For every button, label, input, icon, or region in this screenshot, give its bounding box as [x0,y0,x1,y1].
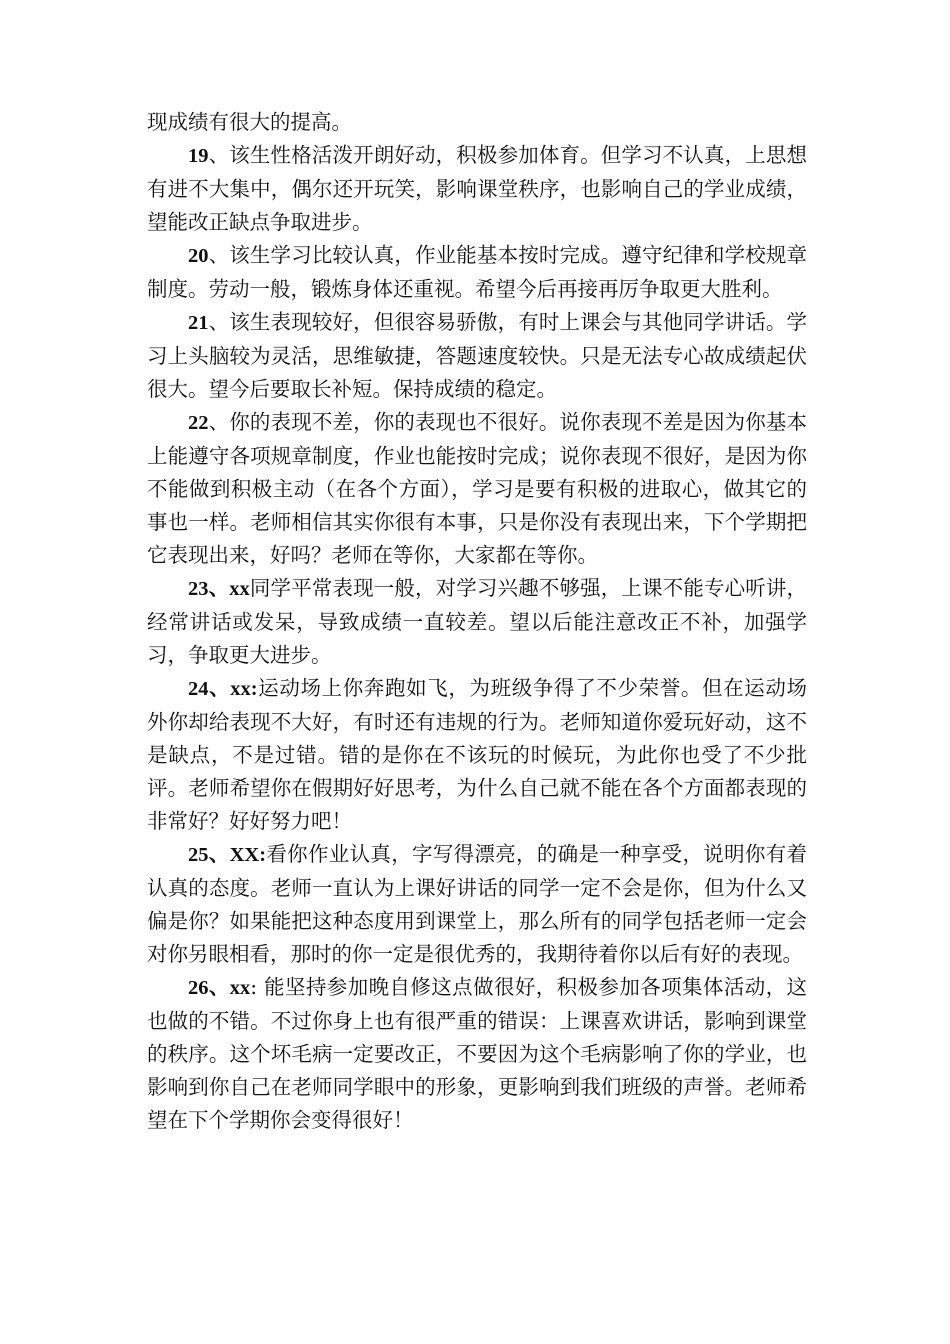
comment-text: : 能坚持参加晚自修这点做很好，积极参加各项集体活动，这也做的不错。不过你身上也有很严重的错误：上课喜欢讲话，影响到课堂的秩序。这个坏毛病一定要改正，不要因为这个毛病影响了你的学业，也影响到你自己在老师同学眼中的形象，更影响到我们班级的声誉。老师希望在下个学期你会变得很好！ [147,975,808,1132]
comment-number: 22 [188,412,209,434]
comment-number: 23、xx [188,578,250,600]
comment-22 [147,406,807,572]
comment-number: 21 [188,312,209,334]
comment-text: 运动场上你奔跑如飞，为班级争得了不少荣誉。但在运动场外你却给表现不大好，有时还有违规的行为。老师知道你爱玩好动，这不是缺点，不是过错。错的是你在不该玩的时候玩，为此你也受了不少批评。老师希望你在假期好好思考，为什么自己就不能在各个方面都表现的非常好？好好努力吧！ [147,676,808,833]
comment-number: 25、XX: [188,844,267,866]
comment-26 [147,971,807,1137]
comment-number: 24、xx: [188,678,258,700]
comment-25 [147,838,807,971]
comment-24 [147,672,807,838]
comment-number: 20 [188,245,209,267]
comment-23 [147,572,807,672]
comment-text: 、该生性格活泼开朗好动，积极参加体育。但学习不认真，上思想有进不大集中，偶尔还开玩笑，影响课堂秩序，也影响自己的学业成绩，望能改正缺点争取进步。 [147,143,807,234]
comment-text: 看你作业认真，字写得漂亮，的确是一种享受，说明你有着认真的态度。老师一直认为上课好讲话的同学一定不会是你，但为什么又偏是你？如果能把这种态度用到课堂上，那么所有的同学包括老师一定会对你另眼相看，那时的你一定是很优秀的，我期待着你以后有好的表现。 [147,842,808,966]
comment-text: 同学平常表现一般，对学习兴趣不够强，上课不能专心听讲，经常讲话或发呆，导致成绩一直较差。望以后能注意改正不补，加强学习，争取更大进步。 [147,576,808,667]
document-page [147,106,807,1137]
comment-number: 26、xx [188,977,251,999]
comment-21 [147,306,807,406]
comment-20 [147,239,807,306]
comment-text: 、该生表现较好，但很容易骄傲，有时上课会与其他同学讲话。学习上头脑较为灵活，思维敏捷，答题速度较快。只是无法专心故成绩起伏很大。望今后要取长补短。保持成绩的稳定。 [147,310,807,401]
paragraph-text: 现成绩有很大的提高。 [147,110,352,134]
comment-text: 、该生学习比较认真，作业能基本按时完成。遵守纪律和学校规章制度。劳动一般，锻炼身体还重视。希望今后再接再厉争取更大胜利。 [147,243,807,301]
comment-text: 、你的表现不差，你的表现也不很好。说你表现不差是因为你基本上能遵守各项规章制度，作业也能按时完成；说你表现不很好，是因为你不能做到积极主动（在各个方面），学习是要有积极的进取心，做其它的事也一样。老师相信其实你很有本事，只是你没有表现出来，下个学期把它表现出来，好吗？老师在等你，大家都在等你。 [147,410,807,567]
comment-number: 19 [188,145,209,167]
paragraph-continuation [147,106,807,139]
comment-19 [147,139,807,239]
